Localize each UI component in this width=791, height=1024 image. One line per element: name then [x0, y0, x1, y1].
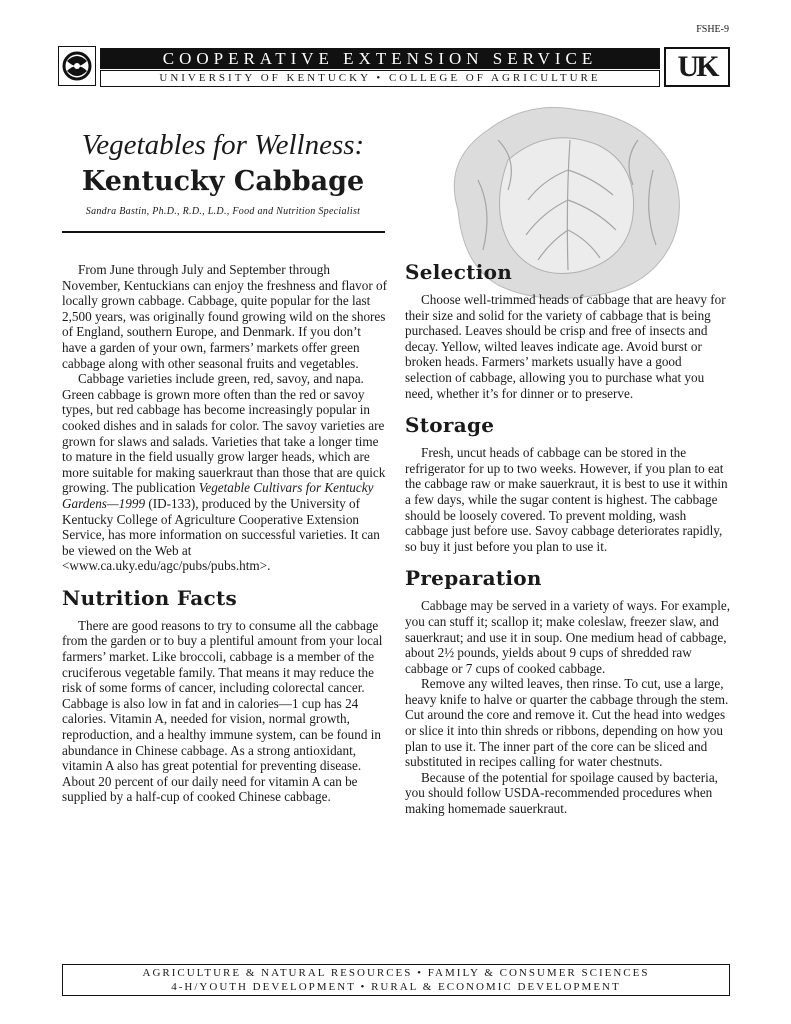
page-title: Kentucky Cabbage	[81, 166, 365, 197]
storage-paragraph: Fresh, uncut heads of cabbage can be stored in the refrigerator for up to two weeks. However, if you plan to eat the cabbage raw or make sauerkraut, it is best to use it within a few days, while the sugar content is highest. The cabbage should be loosely covered. To prevent molding, wash cabbage just before use. Savoy cabbage deteriorates rapidly, so buy it just before you plan to use it.	[405, 445, 728, 554]
intro-paragraph-1: From June through July and September through November, Kentuckians can enjoy the freshness and flavor of locally grown cabbage. Cabbage, quite popular for the last 2,500 years, was originally found growing wild on the shores of England, southern Europe, and Denmark. If you don’t have a garden of your own, farmers’ markets offer green cabbage along with other seasonal fruits and vegetables.	[62, 262, 388, 371]
title-divider	[62, 231, 385, 233]
preparation-heading: Preparation	[405, 566, 542, 591]
footer-programs	[62, 964, 730, 996]
document-code: FSHE-9	[696, 24, 729, 35]
series-title: Vegetables for Wellness:	[81, 129, 365, 161]
nutrition-heading: Nutrition Facts	[62, 585, 238, 610]
preparation-paragraph-1: Cabbage may be served in a variety of ways. For example, you can stuff it; scallop it; make coleslaw, freezer slaw, and sauerkraut; and use it in soup. One medium head of cabbage, about 2½ pounds, yields about 9 cups of shredded raw cabbage or 7 cups of cooked cabbage.	[405, 598, 731, 676]
org-name: COOPERATIVE EXTENSION SERVICE	[100, 48, 660, 69]
storage-heading: Storage	[405, 413, 495, 438]
footer-line-2: 4-H/YOUTH DEVELOPMENT • RURAL & ECONOMIC DEVELOPMENT	[171, 981, 621, 993]
extension-logo-icon	[58, 46, 96, 86]
preparation-paragraph-3: Because of the potential for spoilage caused by bacteria, you should follow USDA-recommended procedures when making homemade sauerkraut.	[405, 769, 718, 817]
preparation-paragraph-2: Remove any wilted leaves, then rinse. To cut, use a large, heavy knife to halve or quarter the cabbage through the stem. Cut around the core and remove it. Cut the head into wedges or slice it into thin shreds or ribbons, depending on how you plan to use it. The inner part of the core can be sliced and substituted in recipes calling for water chestnuts.	[405, 676, 729, 770]
selection-heading: Selection	[405, 260, 513, 284]
nutrition-paragraph: There are good reasons to try to consume all the cabbage from the garden or to buy a plentiful amount from your local farmers’ market. Like broccoli, cabbage is a member of the cruciferous vegetable family. That means it may reduce the risk of some forms of cancer, including colorectal cancer. Cabbage is also low in fat and in calories—1 cup has 24 calories. Vitamin A, needed for vision, normal growth, reproduction, and a healthy immune system, can be found in abundance in Chinese cabbage. As a strong antioxidant, vitamin A also has great potential for preventing disease. About 20 percent of our daily need for vitamin A can be supplied by a half-cup of cooked Chinese cabbage.	[62, 617, 383, 805]
author-byline: Sandra Bastin, Ph.D., R.D., L.D., Food and Nutrition Specialist	[85, 206, 361, 217]
footer-line-1: AGRICULTURE & NATURAL RESOURCES • FAMILY & CONSUMER SCIENCES	[142, 967, 650, 979]
right-column	[405, 260, 731, 817]
publication-title: Vegetable Cultivars for Kentucky Gardens—1999	[62, 480, 374, 511]
org-subtitle: UNIVERSITY OF KENTUCKY • COLLEGE OF AGRICULTURE	[100, 70, 660, 87]
selection-paragraph: Choose well-trimmed heads of cabbage that are heavy for their size and solid for the variety of cabbage that is being purchased. Leaves should be crisp and free of insects and decay. Yellow, wilted leaves indicate age. Avoid burst or broken heads. Farmers’ markets usually have a good selection of cabbage, allowing you to purchase what you need, whether it’s for dinner or to preserve.	[405, 292, 726, 401]
title-block	[62, 128, 384, 217]
uk-logo: UK	[664, 47, 730, 87]
header-banner	[58, 46, 731, 88]
intro-paragraph-2: Cabbage varieties include green, red, savoy, and napa. Green cabbage is grown more often than the red or savoy types, but red cabbage has become increasingly popular in cooked dishes and in salads for color. The savoy varieties are grown for slaws and salads. Varieties that take a longer time to mature in the field usually grow larger heads, which are more suitable for making sauerkraut than those that are quick growing. The publication Vegetable Cultivars for Kentucky Gardens—1999 (ID-133), produced by the University of Kentucky College of Agriculture Cooperative Extension Service, has more information on successful varieties. It can be viewed on the Web at <www.ca.uky.edu/agc/pubs/pubs.htm>.	[62, 371, 386, 574]
left-column	[62, 262, 388, 805]
